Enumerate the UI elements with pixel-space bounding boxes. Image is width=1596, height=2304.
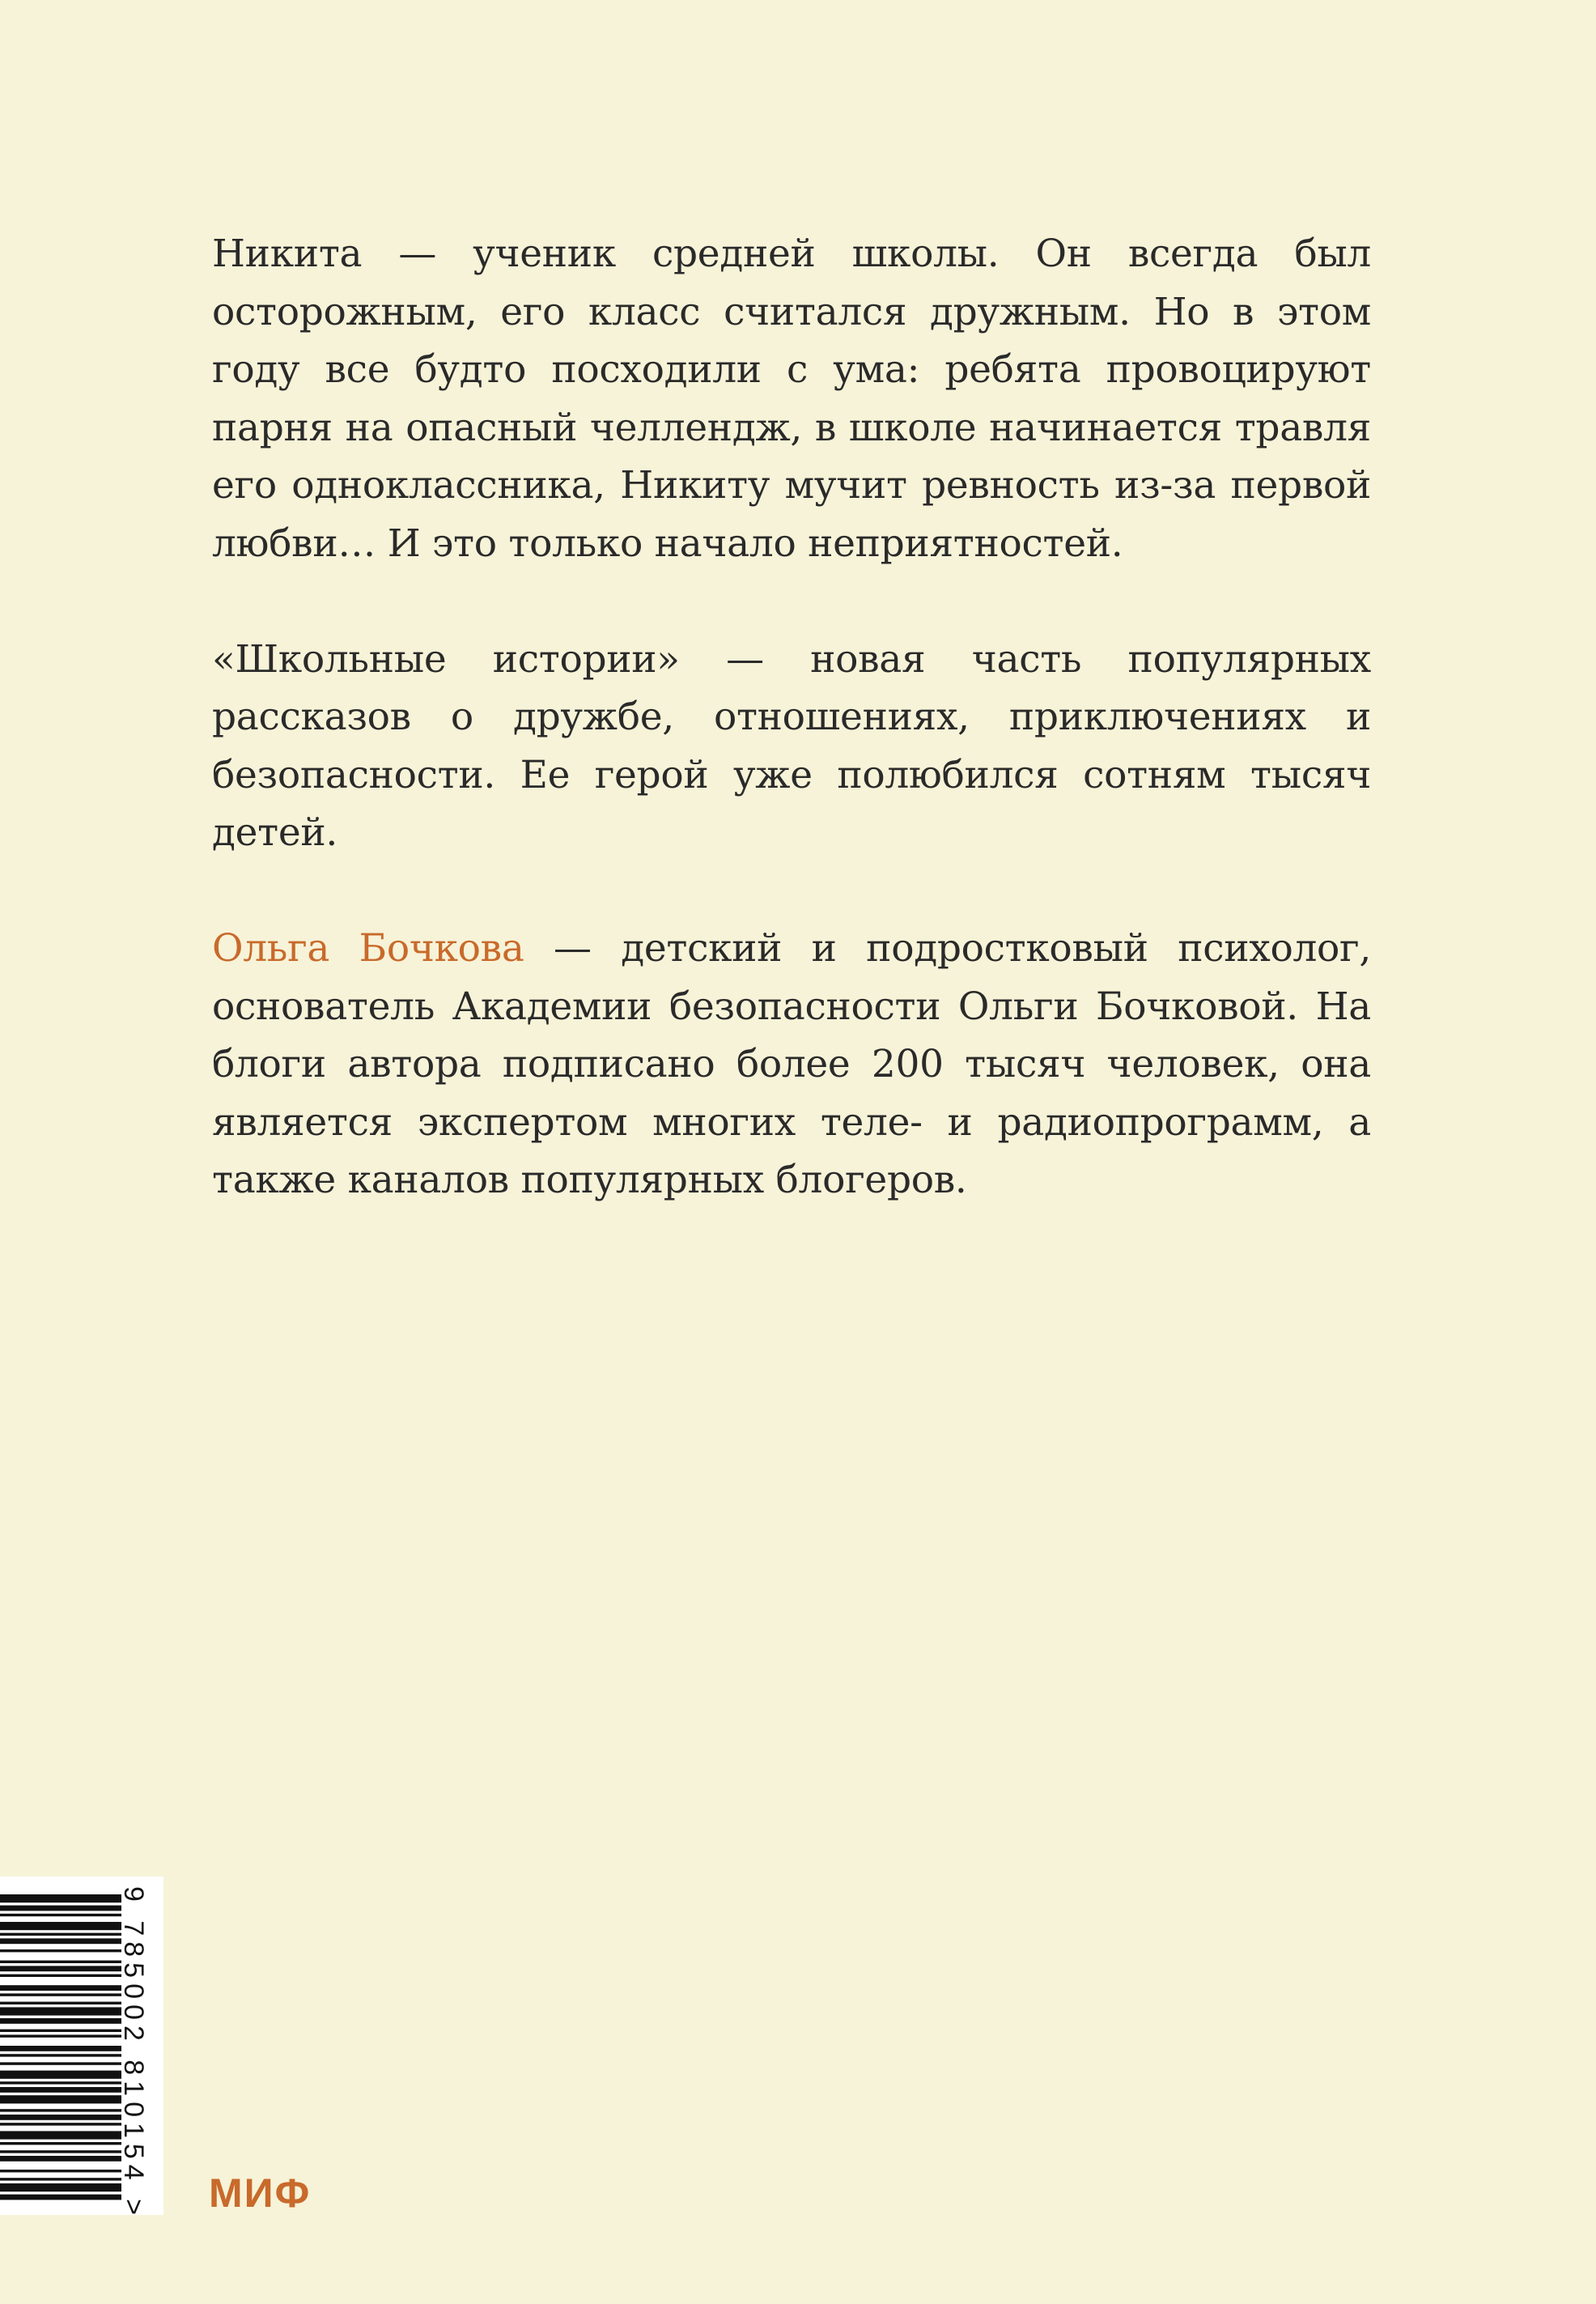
barcode-bar [0, 1961, 121, 1963]
barcode-bar [0, 2095, 121, 2103]
barcode-bar [0, 2081, 121, 2084]
barcode-bar [0, 1906, 121, 1911]
barcode-bar [0, 2142, 121, 2145]
barcode-bar [0, 1975, 121, 1977]
barcode-bar [0, 1914, 121, 1916]
barcode-bar [0, 2170, 121, 2172]
back-cover-text [212, 225, 1371, 1267]
barcode-bar [0, 1922, 121, 1930]
author-name: Ольга Бочкова [212, 925, 524, 971]
barcode-bar [0, 2183, 121, 2191]
barcode-bar [0, 2131, 121, 2139]
barcode-bar [0, 2018, 121, 2024]
barcode-bar [0, 2007, 121, 2015]
barcode-bar [0, 2046, 121, 2051]
barcode-bar [0, 2002, 121, 2004]
barcode-bar [0, 1894, 121, 1902]
barcode-bar [0, 2071, 121, 2079]
barcode-bar [0, 1938, 121, 1944]
barcode-bar [0, 2115, 121, 2120]
publisher-logo: МИФ [209, 2170, 312, 2216]
barcode-bar [0, 2109, 121, 2111]
barcode-bar [0, 1949, 121, 1952]
barcode-bar [0, 2054, 121, 2056]
author-paragraph [212, 920, 1371, 1209]
barcode-bar [0, 1993, 121, 1996]
description-paragraph-1: Никита — ученик средней школы. Он всегда был осторожным, его класс считался дружным. Но в этом году все будто посходили с ума: ребята провоцируют парня на опасный челлендж, в школе начинается травля его одноклассника, Никиту мучит ревность из-за первой любви… И это только начало неприятностей. [212, 232, 1371, 566]
barcode-bar [0, 2150, 121, 2153]
barcode-bar [0, 2087, 121, 2093]
barcode-bar [0, 2156, 121, 2162]
barcode-bar [0, 2195, 121, 2200]
barcode-bar [0, 2062, 121, 2064]
author-bio: — детский и подростковый психолог, основатель Академии безопасности Ольги Бочковой. На блоги автора подписано более 200 тысяч человек, она является экспертом многих теле- и радиопрограмм, а также каналов популярных блогеров. [212, 925, 1371, 1203]
isbn-digits: 9 785002 810154 > [118, 1886, 149, 2221]
barcode-bar [0, 1966, 121, 1971]
barcode-bar [0, 1933, 121, 1936]
barcode-bar [0, 2034, 121, 2037]
description-paragraph-2: «Школьные истории» — новая часть популярных рассказов о дружбе, отношениях, приключениях и безопасности. Ее герой уже полюбился сотням тысяч детей. [212, 636, 1371, 856]
barcode-bar [0, 2030, 121, 2032]
barcode-bar [0, 2123, 121, 2125]
barcode-bar [0, 2178, 121, 2180]
barcode-bar [0, 1985, 121, 1991]
